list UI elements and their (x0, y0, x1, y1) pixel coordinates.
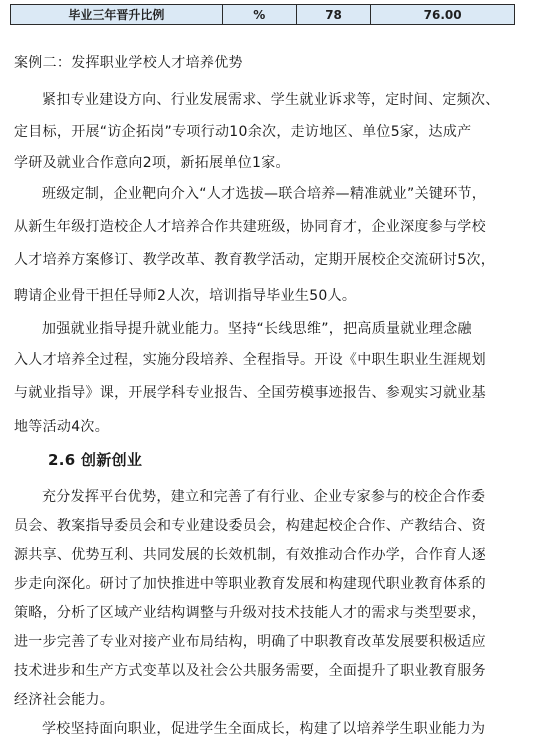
paragraph-line: 聘请企业骨干担任导师2人次，培训指导毕业生50人。 (14, 288, 357, 304)
table-cell-indicator: 毕业三年晋升比例 (11, 5, 223, 25)
table-row (11, 5, 515, 25)
paragraph-line: 入人才培养全过程，实施分段培养、全程指导。开设《中职生职业生涯规划 (14, 352, 486, 368)
paragraph-line: 班级定制，企业靶向介入“人才选拔—联合培养—精准就业”关键环节， (42, 186, 487, 202)
paragraph-line: 加强就业指导提升就业能力。坚持“长线思维”，把高质量就业理念融 (42, 321, 472, 337)
paragraph-line: 源共享、优势互利、共同发展的长效机制，有效推动合作办学，合作育人逐 (14, 547, 486, 563)
paragraph-line: 经济社会能力。 (14, 692, 115, 708)
paragraph-line: 从新生年级打造校企人才培养合作共建班级，协同育才，企业深度参与学校 (14, 219, 486, 235)
paragraph-line: 策略，分析了区域产业结构调整与升级对技术技能人才的需求与类型要求， (14, 605, 486, 621)
promotion-table (10, 4, 515, 25)
paragraph-line: 学研及就业合作意向2项，新拓展单位1家。 (14, 155, 290, 171)
table-cell-actual: 76.00 (371, 5, 515, 25)
paragraph-line: 地等活动4次。 (14, 419, 110, 435)
table-cell-target: 78 (296, 5, 370, 25)
paragraph-line: 定目标，开展“访企拓岗”专项行动10余次，走访地区、单位5家，达成产 (14, 124, 472, 140)
paragraph-line: 充分发挥平台优势，建立和完善了有行业、企业专家参与的校企合作委 (42, 489, 486, 505)
paragraph-line: 学校坚持面向职业，促进学生全面成长，构建了以培养学生职业能力为 (42, 721, 486, 737)
case-title: 案例二：发挥职业学校人才培养优势 (14, 55, 243, 71)
table-cell-unit: % (222, 5, 296, 25)
paragraph-line: 与就业指导》课，开展学科专业报告、全国劳模事迹报告、参观实习就业基 (14, 385, 486, 401)
paragraph-line: 步走向深化。研讨了加快推进中等职业教育发展和构建现代职业教育体系的 (14, 576, 486, 592)
paragraph-line: 紧扣专业建设方向、行业发展需求、学生就业诉求等，定时间、定频次、 (42, 92, 500, 108)
paragraph-line: 人才培养方案修订、教学改革、教育教学活动，定期开展校企交流研讨5次， (14, 252, 496, 268)
section-heading: 2.6 创新创业 (48, 451, 143, 469)
paragraph-line: 进一步完善了专业对接产业布局结构，明确了中职教育改革发展要积极适应 (14, 634, 486, 650)
paragraph-line: 员会、教案指导委员会和专业建设委员会，构建起校企合作、产教结合、资 (14, 518, 486, 534)
paragraph-line: 技术进步和生产方式变革以及社会公共服务需要，全面提升了职业教育服务 (14, 663, 486, 679)
